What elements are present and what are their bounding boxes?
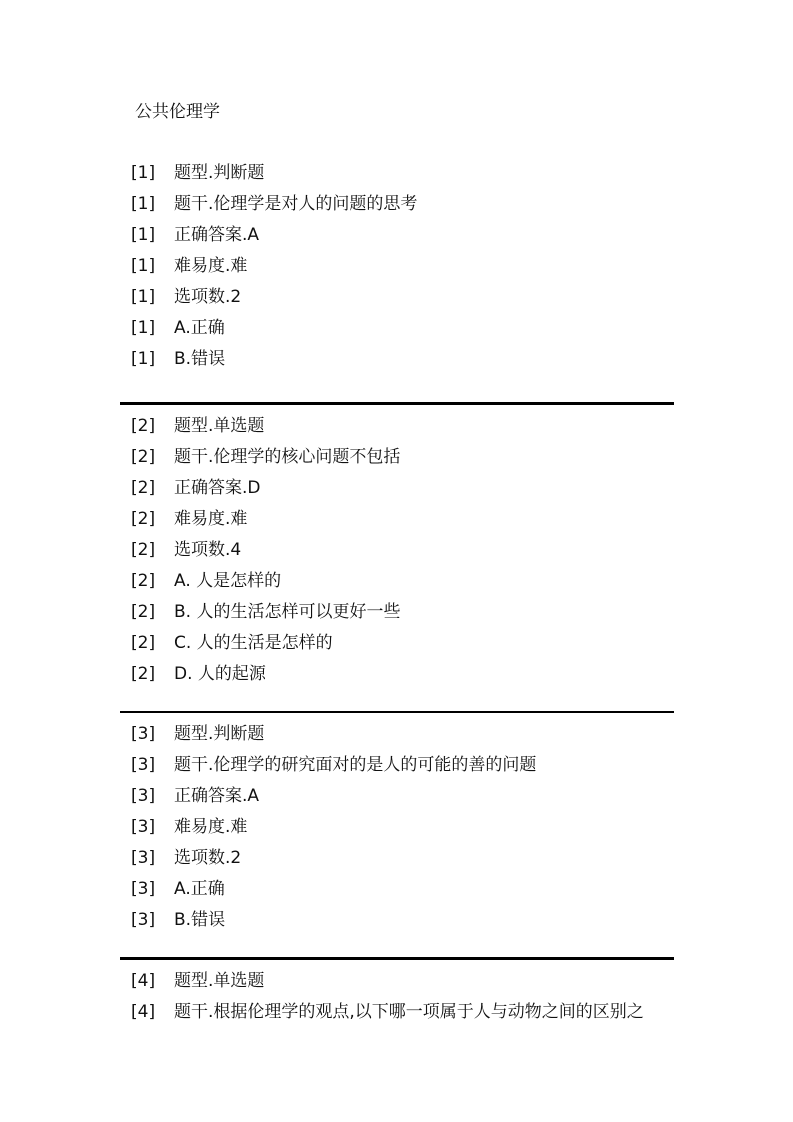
question-number: [3] bbox=[131, 755, 156, 775]
question-line-text: B. 人的生活怎样可以更好一些 bbox=[174, 602, 401, 622]
question-line-text: 题干.根据伦理学的观点,以下哪一项属于人与动物之间的区别之 bbox=[174, 1002, 644, 1022]
section-divider bbox=[120, 402, 674, 405]
question-line-text: 选项数.2 bbox=[174, 287, 242, 307]
question-line-text: 题干.伦理学是对人的问题的思考 bbox=[174, 194, 418, 214]
question-line-text: 题型.单选题 bbox=[174, 416, 265, 436]
question-line-text: B.错误 bbox=[174, 910, 226, 930]
question-number: [1] bbox=[131, 287, 156, 307]
question-line-text: B.错误 bbox=[174, 349, 226, 369]
question-number: [3] bbox=[131, 817, 156, 837]
question-line-text: 题型.判断题 bbox=[174, 163, 265, 183]
question-line-text: 选项数.4 bbox=[174, 540, 242, 560]
question-line-text: 难易度.难 bbox=[174, 509, 248, 529]
question-number: [2] bbox=[131, 416, 156, 436]
question-number: [4] bbox=[131, 1002, 156, 1022]
section-divider bbox=[120, 957, 674, 960]
question-number: [3] bbox=[131, 724, 156, 744]
question-number: [2] bbox=[131, 478, 156, 498]
question-number: [2] bbox=[131, 447, 156, 467]
question-line bbox=[120, 874, 674, 905]
question-line-text: C. 人的生活是怎样的 bbox=[174, 633, 333, 653]
question-line bbox=[120, 504, 674, 535]
question-line bbox=[120, 843, 674, 874]
question-number: [2] bbox=[131, 664, 156, 684]
question-line-text: 正确答案.A bbox=[174, 225, 260, 245]
question-number: [3] bbox=[131, 848, 156, 868]
question-line-text: 正确答案.D bbox=[174, 478, 261, 498]
question-line-text: A.正确 bbox=[174, 879, 225, 899]
question-line-text: 难易度.难 bbox=[174, 256, 248, 276]
question-line bbox=[120, 535, 674, 566]
question-line bbox=[120, 411, 674, 442]
question-line bbox=[120, 750, 674, 781]
document-title: 公共伦理学 bbox=[135, 102, 220, 122]
question-line bbox=[120, 781, 674, 812]
question-line-text: 题型.判断题 bbox=[174, 724, 265, 744]
question-line bbox=[120, 220, 674, 251]
question-number: [1] bbox=[131, 318, 156, 338]
question-line bbox=[120, 719, 674, 750]
question-line bbox=[120, 597, 674, 628]
question-number: [3] bbox=[131, 879, 156, 899]
question-number: [2] bbox=[131, 633, 156, 653]
question-line-text: 题干.伦理学的研究面对的是人的可能的善的问题 bbox=[174, 755, 537, 775]
question-line bbox=[120, 158, 674, 189]
question-number: [1] bbox=[131, 163, 156, 183]
question-line bbox=[120, 282, 674, 313]
question-line bbox=[120, 344, 674, 375]
question-line-text: 选项数.2 bbox=[174, 848, 242, 868]
question-number: [2] bbox=[131, 602, 156, 622]
question-number: [1] bbox=[131, 225, 156, 245]
question-1 bbox=[120, 158, 674, 375]
question-line-text: A. 人是怎样的 bbox=[174, 571, 282, 591]
question-line bbox=[120, 966, 674, 997]
question-number: [3] bbox=[131, 910, 156, 930]
question-line bbox=[120, 189, 674, 220]
question-number: [2] bbox=[131, 540, 156, 560]
question-number: [2] bbox=[131, 509, 156, 529]
question-line bbox=[120, 997, 674, 1028]
question-number: [2] bbox=[131, 571, 156, 591]
section-divider bbox=[120, 711, 674, 713]
question-number: [1] bbox=[131, 256, 156, 276]
question-line bbox=[120, 628, 674, 659]
question-line bbox=[120, 566, 674, 597]
question-line bbox=[120, 442, 674, 473]
question-number: [1] bbox=[131, 194, 156, 214]
question-line-text: 题型.单选题 bbox=[174, 971, 265, 991]
question-number: [3] bbox=[131, 786, 156, 806]
question-4 bbox=[120, 957, 674, 1028]
question-line bbox=[120, 251, 674, 282]
question-line bbox=[120, 659, 674, 690]
question-line-text: 正确答案.A bbox=[174, 786, 260, 806]
question-line-text: A.正确 bbox=[174, 318, 225, 338]
question-number: [1] bbox=[131, 349, 156, 369]
question-line bbox=[120, 905, 674, 936]
question-line bbox=[120, 313, 674, 344]
question-line-text: 题干.伦理学的核心问题不包括 bbox=[174, 447, 401, 467]
question-line-text: 难易度.难 bbox=[174, 817, 248, 837]
question-number: [4] bbox=[131, 971, 156, 991]
question-2 bbox=[120, 402, 674, 690]
question-line-text: D. 人的起源 bbox=[174, 664, 266, 684]
question-line bbox=[120, 473, 674, 504]
question-line bbox=[120, 812, 674, 843]
question-3 bbox=[120, 711, 674, 936]
